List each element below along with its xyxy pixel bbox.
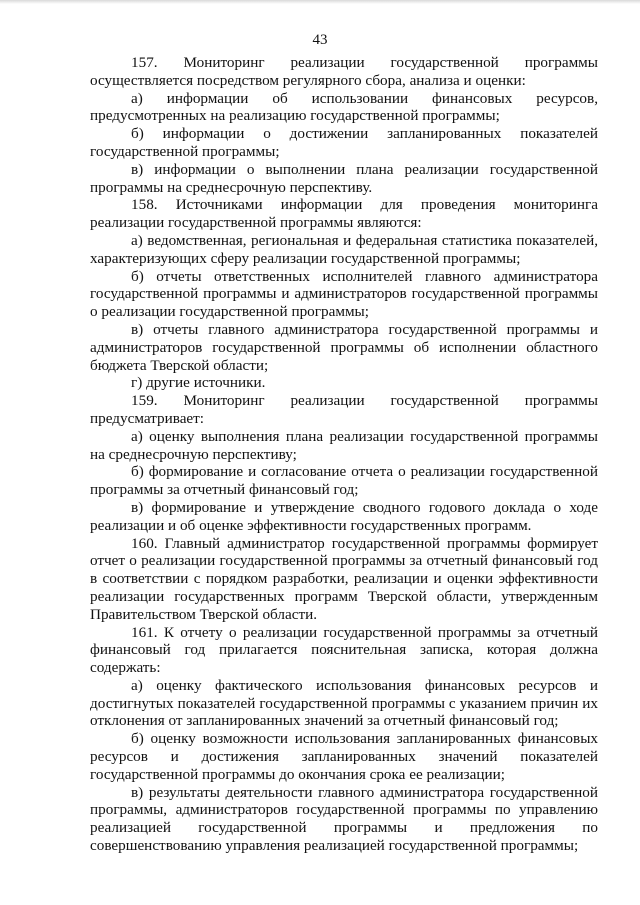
list-item-158b: б) отчеты ответственных исполнителей главного администратора государственной программы и администраторов государственной программы о реализации государственной программы; xyxy=(90,267,598,321)
list-item-157b: б) информации о достижении запланированных показателей государственной программы; xyxy=(90,125,598,160)
list-item-158d: г) другие источники. xyxy=(131,374,266,392)
list-item-159a: а) оценку выполнения плана реализации государственной программы на среднесрочную перспективу; xyxy=(90,427,598,463)
paragraph-160: 160. Главный администратор государственной программы формирует отчет о реализации государственной программы за отчетный финансовый год в соответствии с порядком разработки, реализации и оценки эффективности реализации государственных программ Тверской области, утвержденным Правительством Тверской области. xyxy=(90,534,598,623)
list-item-159b: б) формирование и согласование отчета о реализации государственной программы за отчетный финансовый год; xyxy=(90,463,598,499)
list-item-157c: в) информации о выполнении плана реализации государственной программы на среднесрочную перспективу. xyxy=(90,160,598,196)
list-item-161c: в) результаты деятельности главного администратора государственной программы, администраторов государственной программы по управлению реализацией государственной программы и предложения по совершенствованию управления реализацией государственной программы; xyxy=(90,783,598,855)
list-item-161b: б) оценку возможности использования запланированных финансовых ресурсов и достижения запланированных значений показателей государственной программы до окончания срока ее реализации; xyxy=(90,730,598,783)
list-item-158a: а) ведомственная, региональная и федеральная статистика показателей, характеризующих сферу реализации государственной программы; xyxy=(90,231,598,267)
list-item-161a: а) оценку фактического использования финансовых ресурсов и достигнутых показателей государственной программы с указанием причин их отклонения от запланированных значений за отчетный финансовый год; xyxy=(90,676,598,730)
paragraph-159: 159. Мониторинг реализации государственной программы предусматривает: xyxy=(90,392,598,427)
paragraph-161: 161. К отчету о реализации государственной программы за отчетный финансовый год прилагается пояснительная записка, которая должна содержать: xyxy=(90,623,598,677)
list-item-159c: в) формирование и утверждение сводного годового доклада о ходе реализации и об оценке эффективности государственных программ. xyxy=(90,498,598,534)
document-body xyxy=(90,54,598,855)
list-item-158c: в) отчеты главного администратора государственной программы и администраторов государственной программы об исполнении областного бюджета Тверской области; xyxy=(90,320,598,374)
list-item-157a: а) информации об использовании финансовых ресурсов, предусмотренных на реализацию государственной программы; xyxy=(90,89,598,125)
paragraph-158: 158. Источниками информации для проведения мониторинга реализации государственной программы являются: xyxy=(90,196,598,232)
page-number: 43 xyxy=(312,32,328,48)
paragraph-157: 157. Мониторинг реализации государственной программы осуществляется посредством регулярного сбора, анализа и оценки: xyxy=(90,54,598,89)
scan-edge xyxy=(0,0,640,4)
